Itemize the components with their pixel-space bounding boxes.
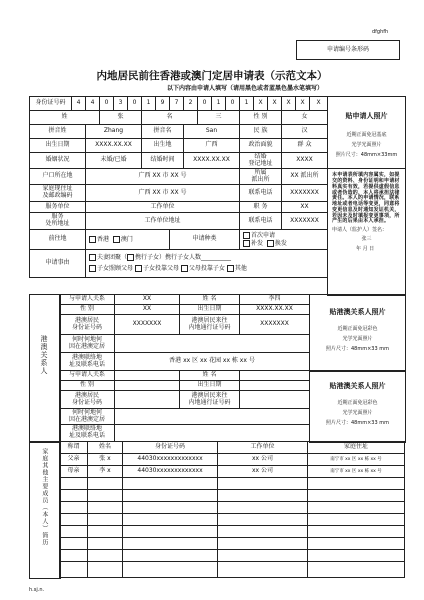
police-station-value: XX 派出所: [282, 169, 328, 185]
home-address-value: 广西 XX 市 XX 号: [86, 185, 240, 202]
renew-checkbox[interactable]: [267, 240, 274, 247]
applicant-side-panel: [327, 96, 406, 296]
reunion-label-a: 夫妻团聚（: [97, 254, 128, 262]
rel1-gender-value: XX: [115, 305, 180, 315]
table-row: [60, 562, 405, 578]
parent-to-child-checkbox[interactable]: [181, 265, 188, 272]
apply-type-options: [240, 230, 328, 250]
id-digit: 4: [72, 97, 86, 111]
destination-label: 前往地: [30, 230, 86, 250]
rel1-relation-label: 与申请人关系: [60, 295, 115, 305]
applicant-table: [29, 96, 328, 278]
rel2-name-value: [240, 371, 310, 381]
care-parents-checkbox[interactable]: [89, 265, 96, 272]
rel1-dob-label: 出生日期: [180, 305, 240, 315]
work-address-label: 服务 处所地址: [30, 213, 86, 230]
rel2-name-label: 姓 名: [180, 371, 240, 381]
family-section-label: 家庭其他主要成员（本人）简历: [40, 448, 48, 546]
surname-label: 姓: [30, 111, 100, 125]
pinyin-surname-value: Zhang: [86, 125, 142, 139]
home-address-label: 家庭现住址 及邮政编码: [30, 185, 86, 202]
signer-name: 张三: [361, 235, 372, 242]
id-digit: 4: [86, 97, 100, 111]
id-digit: 0: [100, 97, 114, 111]
work-phone-label: 联系电话: [240, 213, 282, 230]
page-title: 内地居民前往香港或澳门定居申请表（示范文本）: [96, 70, 328, 82]
hk-section-side: [29, 294, 61, 443]
political-value: 群 众: [282, 139, 328, 153]
with-children-checkbox[interactable]: [127, 254, 134, 261]
hukou-value: 广西 XX 市 XX 号: [86, 169, 240, 185]
id-digit: 3: [114, 97, 128, 111]
first-apply-checkbox[interactable]: [243, 232, 250, 239]
id-digit: X: [268, 97, 282, 111]
id-digit: 2: [184, 97, 198, 111]
applicant-photo-note: 照片尺寸：48mm×33mm: [335, 151, 398, 158]
family-cell: 父亲: [60, 454, 88, 466]
declaration-text: 本申请表所填内容属实，如提交的资料、身份证明和申请材料真实有效，若提供虚假信息或者伪造的，本人将承担法律责任。本人的申请情况，联系地址或者电话等变更，同意将变更信息及时通知发证机关，若因未及时填报变更事项，所产生的后果由本人承担。: [332, 172, 400, 225]
applicant-photo-note: 光学光面照片: [351, 141, 382, 148]
birth-date-value: XXXX.XX.XX: [86, 139, 142, 153]
id-digit: 1: [240, 97, 254, 111]
id-digit: X: [296, 97, 310, 111]
family-header: 家庭住址: [308, 442, 405, 454]
post-value: XX: [282, 202, 328, 213]
rel2-when-label: 何时何地何 因在港澳定居: [60, 409, 115, 425]
family-cell: 44030xxxxxxxxxxxxx: [123, 466, 218, 478]
id-digit: 1: [212, 97, 226, 111]
footer-text: h.sj.n.: [29, 587, 45, 593]
barcode-label: 申请编号条形码: [326, 46, 369, 53]
birth-date-label: 出生日期: [30, 139, 86, 153]
rel1-address-label: 港澳联络地 址及联系电话: [60, 353, 115, 371]
table-row: [60, 538, 405, 550]
gender-value: 女: [282, 111, 328, 125]
ethnic-label: 民 族: [240, 125, 282, 139]
home-phone-label: 联系电话: [240, 185, 282, 202]
reunion-checkbox[interactable]: [89, 254, 96, 261]
rel1-name-value: 李四: [240, 295, 310, 305]
relative-1-photo-title: 贴港澳关系人照片: [329, 308, 386, 316]
page-subtitle: 以下内容由申请人填写（请用黑色或者蓝黑色墨水笔填写）: [166, 85, 323, 92]
applicant-photo-title: 贴申请人照片: [345, 112, 388, 120]
family-header: 工作单位: [218, 442, 308, 454]
marriage-status-value: 未婚/已婚: [86, 153, 142, 169]
child-to-parent-checkbox[interactable]: [135, 265, 142, 272]
pinyin-given-label: 拼音名: [142, 125, 184, 139]
family-cell: 44030xxxxxxxxxxxxx: [123, 454, 218, 466]
other-checkbox[interactable]: [227, 265, 234, 272]
marriage-office-value: XXXX: [282, 153, 328, 169]
work-unit-label: 服务单位: [30, 202, 86, 213]
family-cell: 李 x: [88, 466, 123, 478]
rel2-relation-value: [115, 371, 180, 381]
reunion-label-b: 携行子女）携行子女人数: [135, 254, 202, 262]
other-label: 其他: [234, 265, 247, 272]
pinyin-given-value: San: [184, 125, 240, 139]
id-digit: 0: [226, 97, 240, 111]
rel2-dob-value: [240, 381, 310, 391]
family-header: 身份证号码: [123, 442, 218, 454]
relative-2-photo: [309, 370, 406, 443]
sign-date: 年 月 日: [356, 245, 375, 252]
given-label: 名: [142, 111, 198, 125]
child-to-parent-label: 子女投靠父母: [142, 265, 179, 272]
relative-1-photo-note: 光学光面照片: [342, 335, 373, 342]
relative-1-photo: [309, 294, 406, 372]
family-cell: 母亲: [60, 466, 88, 478]
ethnic-value: 汉: [282, 125, 328, 139]
family-cell: xx 公司: [218, 466, 308, 478]
family-cell: 南宁市 xx 区 xx 栋 xx 号: [308, 466, 405, 478]
post-label: 职 务: [240, 202, 282, 213]
id-digit: 7: [170, 97, 184, 111]
family-header: 称谓: [60, 442, 88, 454]
reissue-checkbox[interactable]: [243, 240, 250, 247]
work-phone-value: XXXXXXX: [282, 213, 328, 230]
rel2-relation-label: 与申请人关系: [60, 371, 115, 381]
id-digit: 0: [198, 97, 212, 111]
table-row: [60, 526, 405, 538]
rel2-idcard-label: 港澳居民 身份证号码: [60, 391, 115, 409]
table-row: [60, 454, 405, 466]
family-cell: 张 x: [88, 454, 123, 466]
rel1-when-label: 何时何地何 因在港澳定居: [60, 335, 115, 353]
relative-1-table: [59, 294, 310, 371]
rel1-dob-value: XXXX.XX.XX: [240, 305, 310, 315]
family-section-side: [29, 441, 61, 579]
rel1-idcard-value: XXXXXXX: [115, 315, 180, 335]
table-row: [60, 466, 405, 478]
hukou-label: 户口所在地: [30, 169, 86, 185]
applicant-photo-note: 近期正面免冠基底: [346, 132, 387, 138]
relative-2-table: [59, 370, 310, 442]
birth-place-label: 出生地: [142, 139, 184, 153]
rel1-address-value: 香港 xx 区 xx 花园 xx 栋 xx 号: [115, 353, 310, 371]
table-row: [60, 550, 405, 562]
signer-label: 申请人（监护人）签名：: [332, 227, 388, 233]
relative-2-photo-note: 近期正面免冠彩色: [337, 400, 378, 406]
id-digit: X: [310, 97, 328, 111]
hk-section-label: 港澳关系人: [40, 335, 49, 375]
rel1-gender-label: 性 别: [60, 305, 115, 315]
rel1-when-value: [115, 335, 310, 353]
mo-checkbox[interactable]: [113, 236, 120, 243]
rel2-when-value: [115, 409, 310, 425]
given-value: 三: [198, 111, 240, 125]
id-digit: X: [254, 97, 268, 111]
reason-label: 申请事由: [30, 250, 86, 278]
marriage-office-label: 结婚 登记地址: [240, 153, 282, 169]
relative-2-photo-note: 照片尺寸：48mm×33 mm: [326, 419, 389, 426]
reason-options: 夫妻团聚（ 携行子女）携行子女人数__________ 子女照顾父母 子女投靠父母 父母投靠子女 其他: [86, 250, 328, 278]
first-apply-label: 首次申请: [251, 231, 276, 239]
relative-1-photo-note: 照片尺寸：48mm×33 mm: [326, 345, 389, 352]
police-station-label: 所属 派出所: [240, 169, 282, 185]
surname-value: 张: [100, 111, 142, 125]
care-parents-label: 子女照顾父母: [97, 265, 134, 272]
rel2-address-value: [115, 425, 310, 442]
marriage-status-label: 婚姻状况: [30, 153, 86, 169]
id-digit: X: [282, 97, 296, 111]
mo-label: 澳门: [120, 235, 133, 243]
rel1-relation-value: XX: [115, 295, 180, 305]
table-row: [60, 502, 405, 514]
gender-label: 性 别: [240, 111, 282, 125]
parent-to-child-label: 父母投靠子女: [188, 265, 225, 272]
barcode-box: [296, 40, 400, 60]
rel1-name-label: 姓 名: [180, 295, 240, 305]
id-label: 身份证号码: [30, 97, 72, 111]
table-row: [60, 514, 405, 526]
id-digit: 0: [128, 97, 142, 111]
doc-code: dfghfh: [372, 29, 389, 35]
birth-place-value: 广西: [184, 139, 240, 153]
work-unit-value: 工作单位: [86, 202, 240, 213]
home-phone-value: XXXXXXX: [282, 185, 328, 202]
rel1-idcard-label: 港澳居民 身份证号码: [60, 315, 115, 335]
marriage-time-label: 结婚时间: [142, 153, 184, 169]
rel2-gender-value: [115, 381, 180, 391]
id-digit: 9: [156, 97, 170, 111]
pinyin-surname-label: 拼音姓: [30, 125, 86, 139]
rel2-gender-label: 性 别: [60, 381, 115, 391]
family-cell: 南宁市 xx 区 xx 栋 xx 号: [308, 454, 405, 466]
relative-2-photo-note: 光学光面照片: [342, 409, 373, 416]
id-digit: 1: [142, 97, 156, 111]
rel2-idcard-value: [115, 391, 180, 409]
table-row: [60, 490, 405, 502]
marriage-time-value: XXXX.XX.XX: [184, 153, 240, 169]
family-header: 姓名: [88, 442, 123, 454]
rel1-permit-value: XXXXXXX: [240, 315, 310, 335]
rel2-dob-label: 出生日期: [180, 381, 240, 391]
hk-label: 香港: [97, 235, 110, 243]
apply-type-label: 申请种类: [170, 230, 240, 250]
rel2-permit-label: 港澳居民来往 内地通行证号码: [180, 391, 240, 409]
political-label: 政治面貌: [240, 139, 282, 153]
reissue-label: 补发: [251, 239, 264, 247]
relative-1-photo-note: 近期正面免冠彩色: [337, 326, 378, 332]
hk-checkbox[interactable]: [89, 236, 96, 243]
work-address-value: 工作单位地址: [86, 213, 240, 230]
rel2-permit-value: [240, 391, 310, 409]
destination-options: [86, 230, 170, 250]
rel2-address-label: 港澳联络地 址及联系电话: [60, 425, 115, 442]
relative-2-photo-title: 贴港澳关系人照片: [329, 382, 386, 390]
family-cell: xx 公司: [218, 454, 308, 466]
family-table: [59, 441, 405, 578]
renew-label: 换发: [274, 239, 287, 247]
rel1-permit-label: 港澳居民来往 内地通行证号码: [180, 315, 240, 335]
table-row: [60, 478, 405, 490]
